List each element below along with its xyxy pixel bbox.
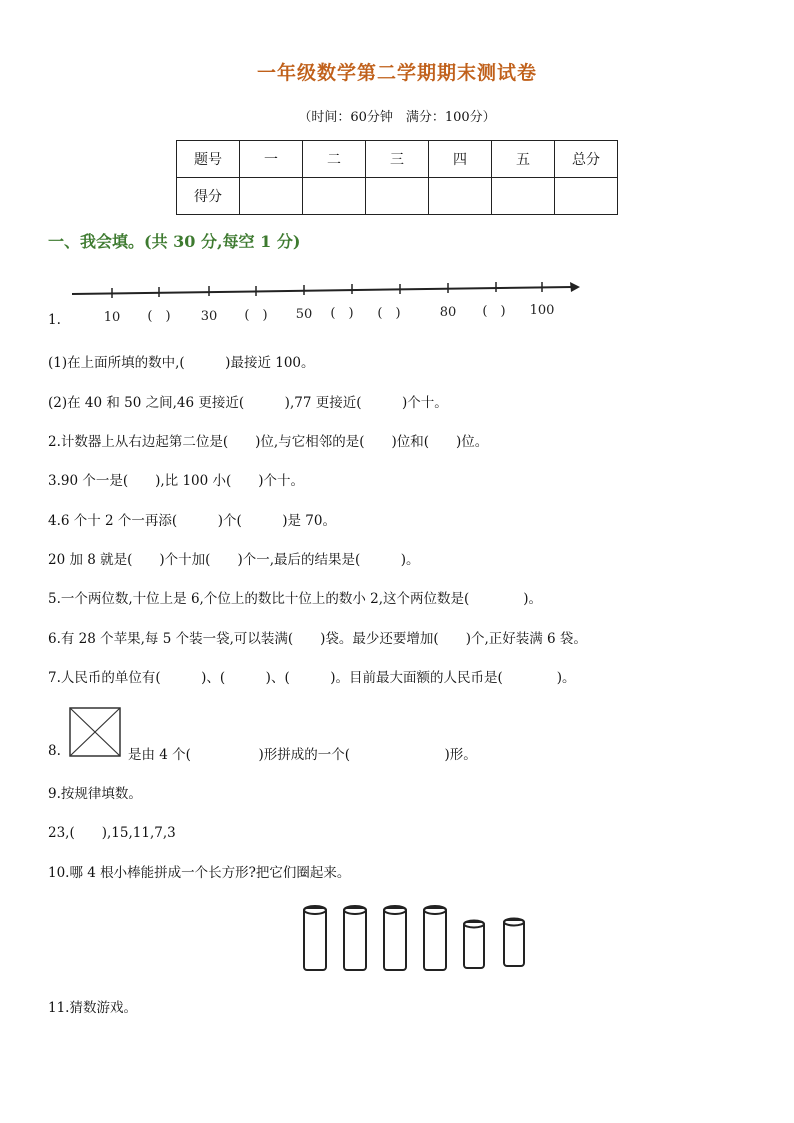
score-blank-cell[interactable] xyxy=(240,178,303,215)
question-9-sequence: 23,( ),15,11,7,3 xyxy=(48,825,176,841)
score-blank-cell[interactable] xyxy=(429,178,492,215)
question-4b: 20 加 8 就是( )个十加( )个一,最后的结果是( )。 xyxy=(48,552,420,568)
page-title: 一年级数学第二学期期末测试卷 xyxy=(256,62,537,84)
rod-tall xyxy=(384,906,406,970)
rod-short xyxy=(504,919,524,967)
rod-tall xyxy=(344,906,366,970)
question-number: 1. xyxy=(48,312,61,328)
number-line-blank: ( ) xyxy=(482,304,506,319)
arrow-head-icon xyxy=(570,282,580,292)
score-table-cell: 二 xyxy=(303,141,366,178)
score-blank-cell[interactable] xyxy=(303,178,366,215)
question-9: 9.按规律填数。 xyxy=(48,786,142,802)
question-4a: 4.6 个十 2 个一再添( )个( )是 70。 xyxy=(48,513,336,529)
score-table-cell: 五 xyxy=(492,141,555,178)
rod-short xyxy=(464,921,484,969)
score-table-score-row xyxy=(177,178,618,215)
rods-figure xyxy=(298,902,538,974)
score-table-cell: 得分 xyxy=(177,178,240,215)
question-8: 是由 4 个( )形拼成的一个( )形。 xyxy=(128,747,477,763)
section-heading: 一、我会填。(共 30 分,每空 1 分) xyxy=(48,232,301,251)
number-line-axis xyxy=(72,287,573,294)
score-table-cell: 四 xyxy=(429,141,492,178)
question-number: 8. xyxy=(48,743,61,759)
number-line-label: 80 xyxy=(439,305,457,320)
question-1-1: (1)在上面所填的数中,( )最接近 100。 xyxy=(48,355,315,371)
question-6: 6.有 28 个苹果,每 5 个装一袋,可以装满( )袋。最少还要增加( )个,正好装满 6 袋。 xyxy=(48,631,587,647)
score-table-cell: 题号 xyxy=(177,141,240,178)
exam-info: （时间：60分钟 满分：100分） xyxy=(298,110,496,125)
number-line-label: 30 xyxy=(200,309,218,324)
score-table-cell: 一 xyxy=(240,141,303,178)
rod-tall xyxy=(424,906,446,970)
rod-tall xyxy=(304,906,326,970)
question-10: 10.哪 4 根小棒能拼成一个长方形?把它们圈起来。 xyxy=(48,865,351,881)
number-line-label: 10 xyxy=(103,310,121,325)
score-table xyxy=(176,140,618,215)
number-line-label: 100 xyxy=(529,303,555,318)
number-line-blank: ( ) xyxy=(244,308,268,323)
score-table-header-row xyxy=(177,141,618,178)
number-line-figure xyxy=(68,276,588,326)
question-3: 3.90 个一是( ),比 100 小( )个十。 xyxy=(48,473,305,489)
number-line-blank: ( ) xyxy=(147,309,171,324)
score-table-cell: 总分 xyxy=(555,141,618,178)
square-diagonals-figure xyxy=(68,706,122,758)
number-line-label: 50 xyxy=(295,307,313,322)
score-blank-cell[interactable] xyxy=(555,178,618,215)
question-5: 5.一个两位数,十位上是 6,个位上的数比十位上的数小 2,这个两位数是( )。 xyxy=(48,591,543,607)
score-blank-cell[interactable] xyxy=(366,178,429,215)
question-2: 2.计数器上从右边起第二位是( )位,与它相邻的是( )位和( )位。 xyxy=(48,434,489,450)
question-7: 7.人民币的单位有( )、( )、( )。目前最大面额的人民币是( )。 xyxy=(48,670,576,686)
number-line-blank: ( ) xyxy=(330,306,354,321)
number-line-blank: ( ) xyxy=(377,306,401,321)
question-11: 11.猜数游戏。 xyxy=(48,1000,137,1016)
score-blank-cell[interactable] xyxy=(492,178,555,215)
question-1-2: (2)在 40 和 50 之间,46 更接近( ),77 更接近( )个十。 xyxy=(48,395,448,411)
score-table-cell: 三 xyxy=(366,141,429,178)
